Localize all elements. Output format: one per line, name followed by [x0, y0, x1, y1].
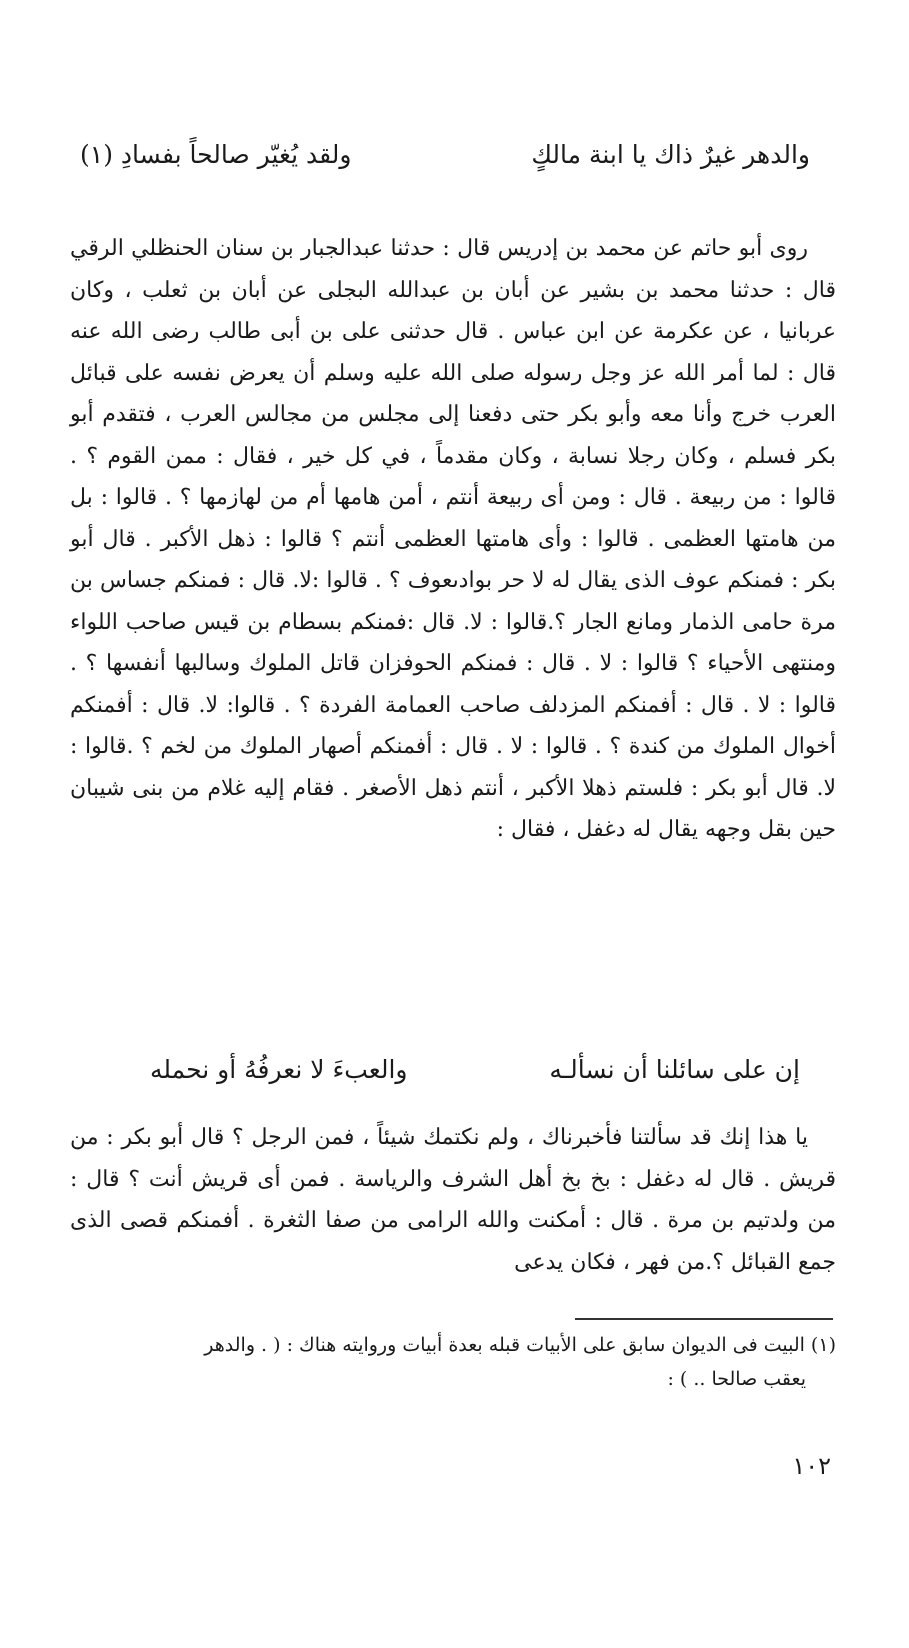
verse-first-hemistich: إن على سائلنا أن نسألـه: [549, 1055, 800, 1084]
continued-narrative: [70, 1117, 836, 1283]
footnote-separator: [575, 1318, 833, 1320]
verse-first-hemistich: والدهر غيرٌ ذاك يا ابنة مالكٍ: [531, 140, 810, 169]
verse-second-hemistich: والعبءَ لا نعرفُهُ أو نحمله: [150, 1055, 408, 1084]
middle-verse: [150, 1053, 800, 1087]
footnote-line-1: (١) البيت فى الديوان سابق على الأبيات قبله بعدة أبيات وروايته هناك : ( . والدهر: [204, 1334, 836, 1356]
main-narrative: [70, 228, 836, 851]
paragraph-two: يا هذا إنك قد سألتنا فأخبرناك ، ولم نكتمك شيئاً ، فمن الرجل ؟ قال أبو بكر : من قريش . قال له دغفل : بخ بخ أهل الشرف والرياسة . فمن أى قريش أنت ؟ قال : من ولدتيم بن مرة . قال : أمكنت والله الرامى من صفا الثغرة . أفمنكم قصى الذى جمع القبائل ؟.من فهر ، فكان يدعى: [70, 1125, 836, 1275]
paragraph-one: روى أبو حاتم عن محمد بن إدريس قال : حدثنا عبدالجبار بن سنان الحنظلي الرقي قال : حدثنا محمد بن بشير عن أبان بن عبدالله البجلى عن أبان بن ثعلب ، وكان عربانيا ، عن عكرمة عن ابن عباس . قال حدثنى على بن أبى طالب رضى الله عنه قال : لما أمر الله عز وجل رسوله صلى الله عليه وسلم أن يعرض نفسه على قبائل العرب خرج وأنا معه وأبو بكر حتى دفعنا إلى مجلس من مجالس العرب ، فتقدم أبو بكر فسلم ، وكان رجلا نسابة ، وكان مقدماً ، في كل خير ، فقال : ممن القوم ؟ . قالوا : من ربيعة . قال : ومن أى ربيعة أنتم ، أمن هامها أم من لهازمها ؟ . قالوا : بل من هامتها العظمى . قالوا : وأى هامتها العظمى أنتم ؟ قالوا : ذهل الأكبر . قال أبو بكر : فمنكم عوف الذى يقال له لا حر بوادىعوف ؟ . قالوا :لا. قال : فمنكم جساس بن مرة حامى الذمار ومانع الجار ؟.قالوا : لا. قال :فمنكم بسطام بن قيس صاحب اللواء ومنتهى الأحياء ؟ قالوا : لا . قال : فمنكم الحوفزان قاتل الملوك وسالبها أنفسها ؟ . قالوا : لا . قال : أفمنكم المزدلف صاحب العمامة الفردة ؟ . قالوا: لا. قال : أفمنكم أخوال الملوك من كندة ؟ . قالوا : لا . قال : أفمنكم أصهار الملوك من لخم ؟ .قالوا : لا. قال أبو بكر : فلستم ذهلا الأكبر ، أنتم ذهل الأصغر . فقام إليه غلام من بنى شيبان حين بقل وجهه يقال له دغفل ، فقال :: [70, 236, 836, 842]
verse-second-hemistich: ولقد يُغيّر صالحاً بفسادِ (١): [80, 140, 352, 169]
opening-verse: [80, 138, 810, 172]
footnote: [70, 1328, 836, 1396]
footnote-line-2: يعقب صالحا .. ) :: [667, 1368, 806, 1390]
page-number: ١٠٢: [792, 1452, 831, 1480]
